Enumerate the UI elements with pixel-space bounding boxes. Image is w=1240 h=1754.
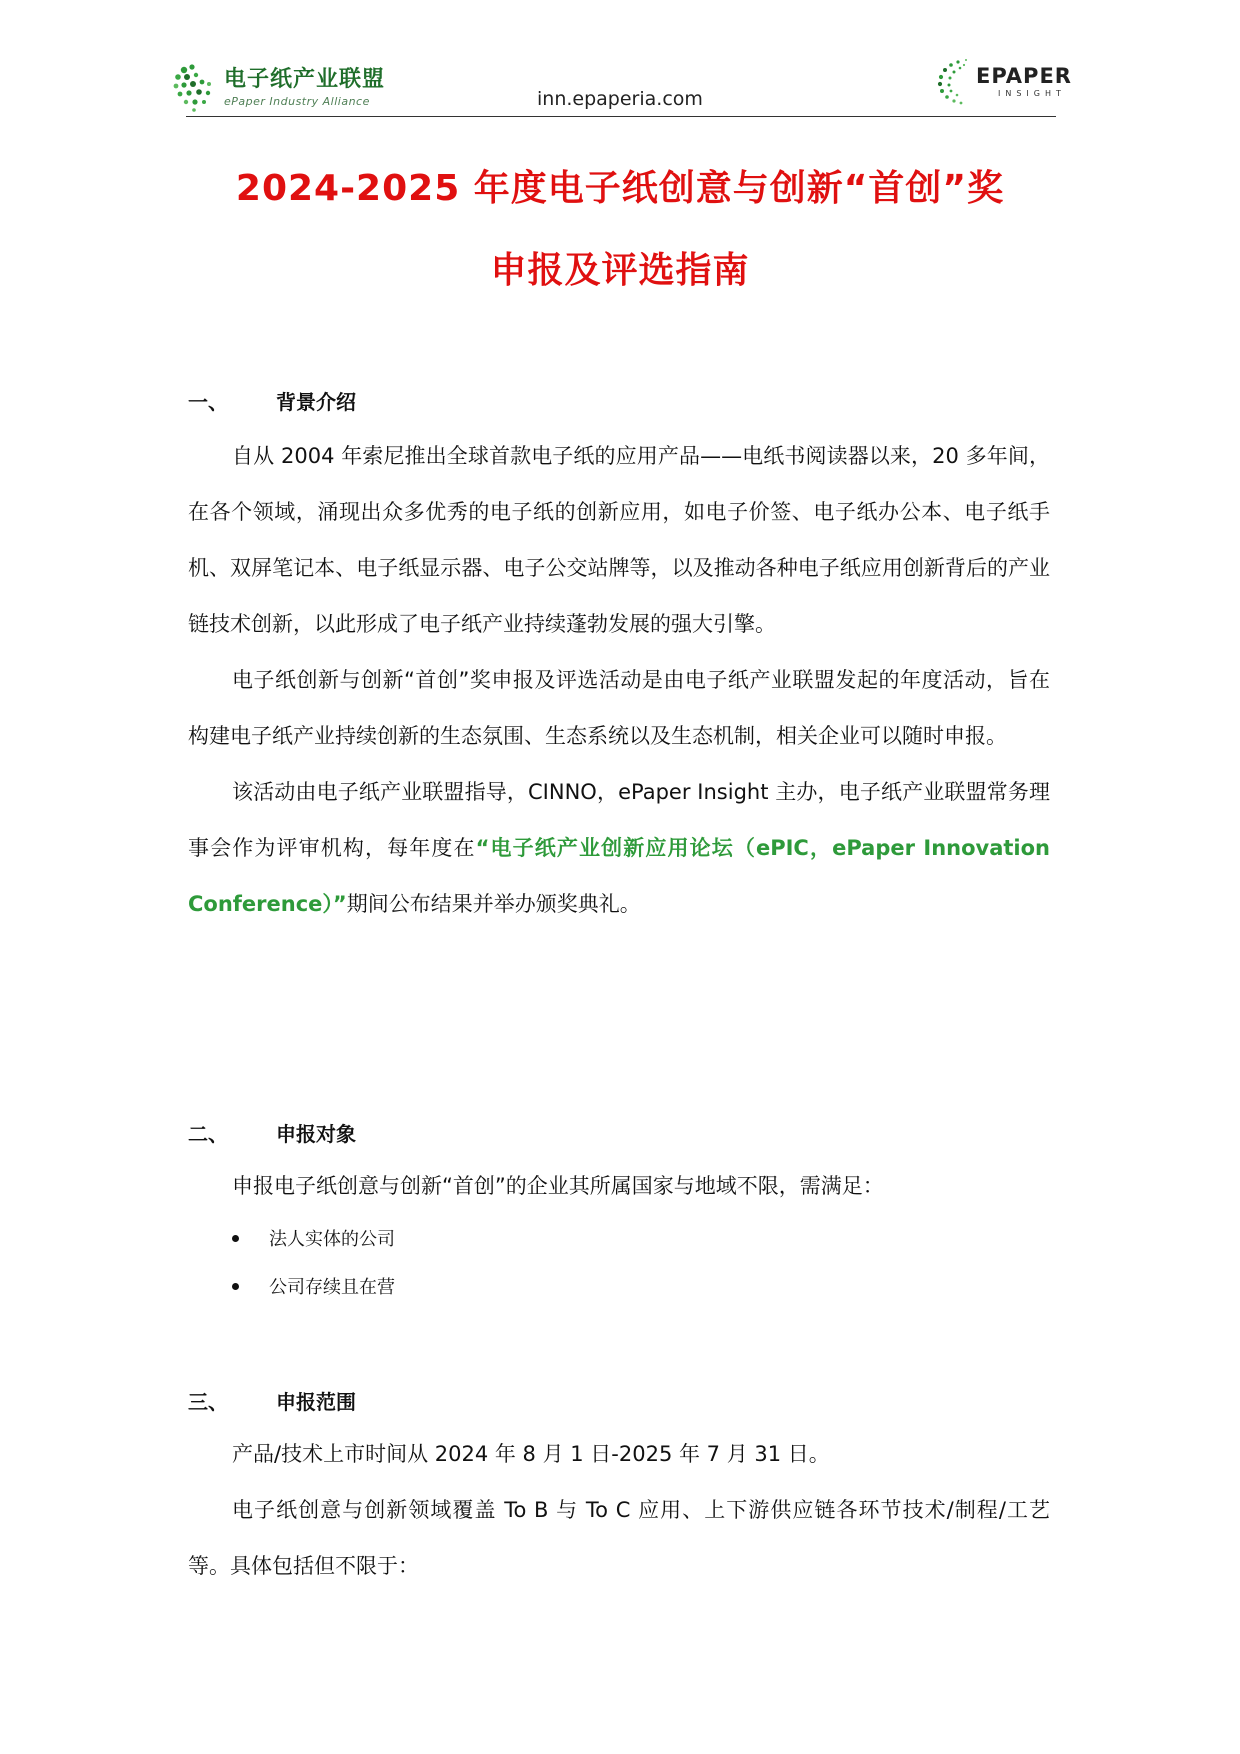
- section-number: 一、: [188, 390, 228, 414]
- paragraph: 自从 2004 年索尼推出全球首款电子纸的应用产品——电纸书阅读器以来，20 多年间，在各个领域，涌现出众多优秀的电子纸的创新应用，如电子价签、电子纸办公本、电子纸手机、双屏笔记本、电子纸显示器、电子公交站牌等，以及推动各种电子纸应用创新背后的产业链技术创新，以此形成了电子纸产业持续蓬勃发展的强大引擎。: [188, 444, 1050, 636]
- section-number: 三、: [188, 1390, 228, 1414]
- section-heading: [188, 386, 1050, 415]
- paragraph-text: 该活动由电子纸产业联盟指导，CINNO，ePaper Insight 主办，电子纸产业联盟常务理事会作为评审机构，每年度在: [188, 780, 1050, 860]
- list-item-text: 公司存续且在营: [269, 1277, 395, 1298]
- alliance-name-cn: 电子纸产业联盟: [224, 67, 386, 92]
- section-background-body: [188, 428, 1050, 932]
- paragraph: [188, 764, 1050, 932]
- alliance-name-en: ePaper Industry Alliance: [224, 95, 370, 108]
- section-scope: [188, 1386, 1050, 1415]
- paragraph: 电子纸创意与创新领域覆盖 To B 与 To C 应用、上下游供应链各环节技术/制程/工艺等。具体包括但不限于：: [188, 1498, 1050, 1578]
- section-title: 申报对象: [276, 1122, 356, 1146]
- section-scope-body: [188, 1426, 1050, 1594]
- page-title-line2: 申报及评选指南: [490, 250, 750, 291]
- paragraph: 申报电子纸创意与创新“首创”的企业其所属国家与地域不限，需满足：: [232, 1174, 884, 1198]
- header-url: inn.epaperia.com: [537, 88, 703, 110]
- section-title: 背景介绍: [276, 390, 356, 414]
- bullet-icon: [232, 1235, 239, 1242]
- epaper-dot-arc-icon: [930, 56, 974, 108]
- section-heading: [188, 1118, 1050, 1147]
- section-title: 申报范围: [276, 1390, 356, 1414]
- list-item: [188, 1214, 1050, 1262]
- paragraph-text: 期间公布结果并举办颁奖典礼。: [346, 892, 641, 916]
- section-applicants-body: [188, 1158, 1050, 1310]
- alliance-dots-logo-icon: [172, 62, 216, 114]
- brand-word: EPAPER: [976, 64, 1072, 88]
- paragraph: 产品/技术上市时间从 2024 年 8 月 1 日-2025 年 7 月 31 日。: [232, 1442, 830, 1466]
- alliance-logo-block: [172, 62, 385, 114]
- conference-name-highlight: “电子纸产业创新应用论坛（ePIC，ePaper Innovation Conference）”: [188, 836, 1050, 916]
- paragraph: 电子纸创新与创新“首创”奖申报及评选活动是由电子纸产业联盟发起的年度活动，旨在构建电子纸产业持续创新的生态氛围、生态系统以及生态机制，相关企业可以随时申报。: [188, 668, 1050, 748]
- section-number: 二、: [188, 1122, 228, 1146]
- epaper-insight-logo: [930, 56, 1072, 108]
- brand-sub: INSIGHT: [998, 89, 1066, 98]
- section-applicants: [188, 1118, 1050, 1147]
- section-heading: [188, 1386, 1050, 1415]
- page-title-line1: 2024-2025 年度电子纸创意与创新“首创”奖: [235, 168, 1005, 209]
- header-divider: [186, 116, 1056, 117]
- bullet-icon: [232, 1283, 239, 1290]
- section-background: [188, 386, 1050, 415]
- list-item: [188, 1262, 1050, 1310]
- list-item-text: 法人实体的公司: [269, 1229, 395, 1250]
